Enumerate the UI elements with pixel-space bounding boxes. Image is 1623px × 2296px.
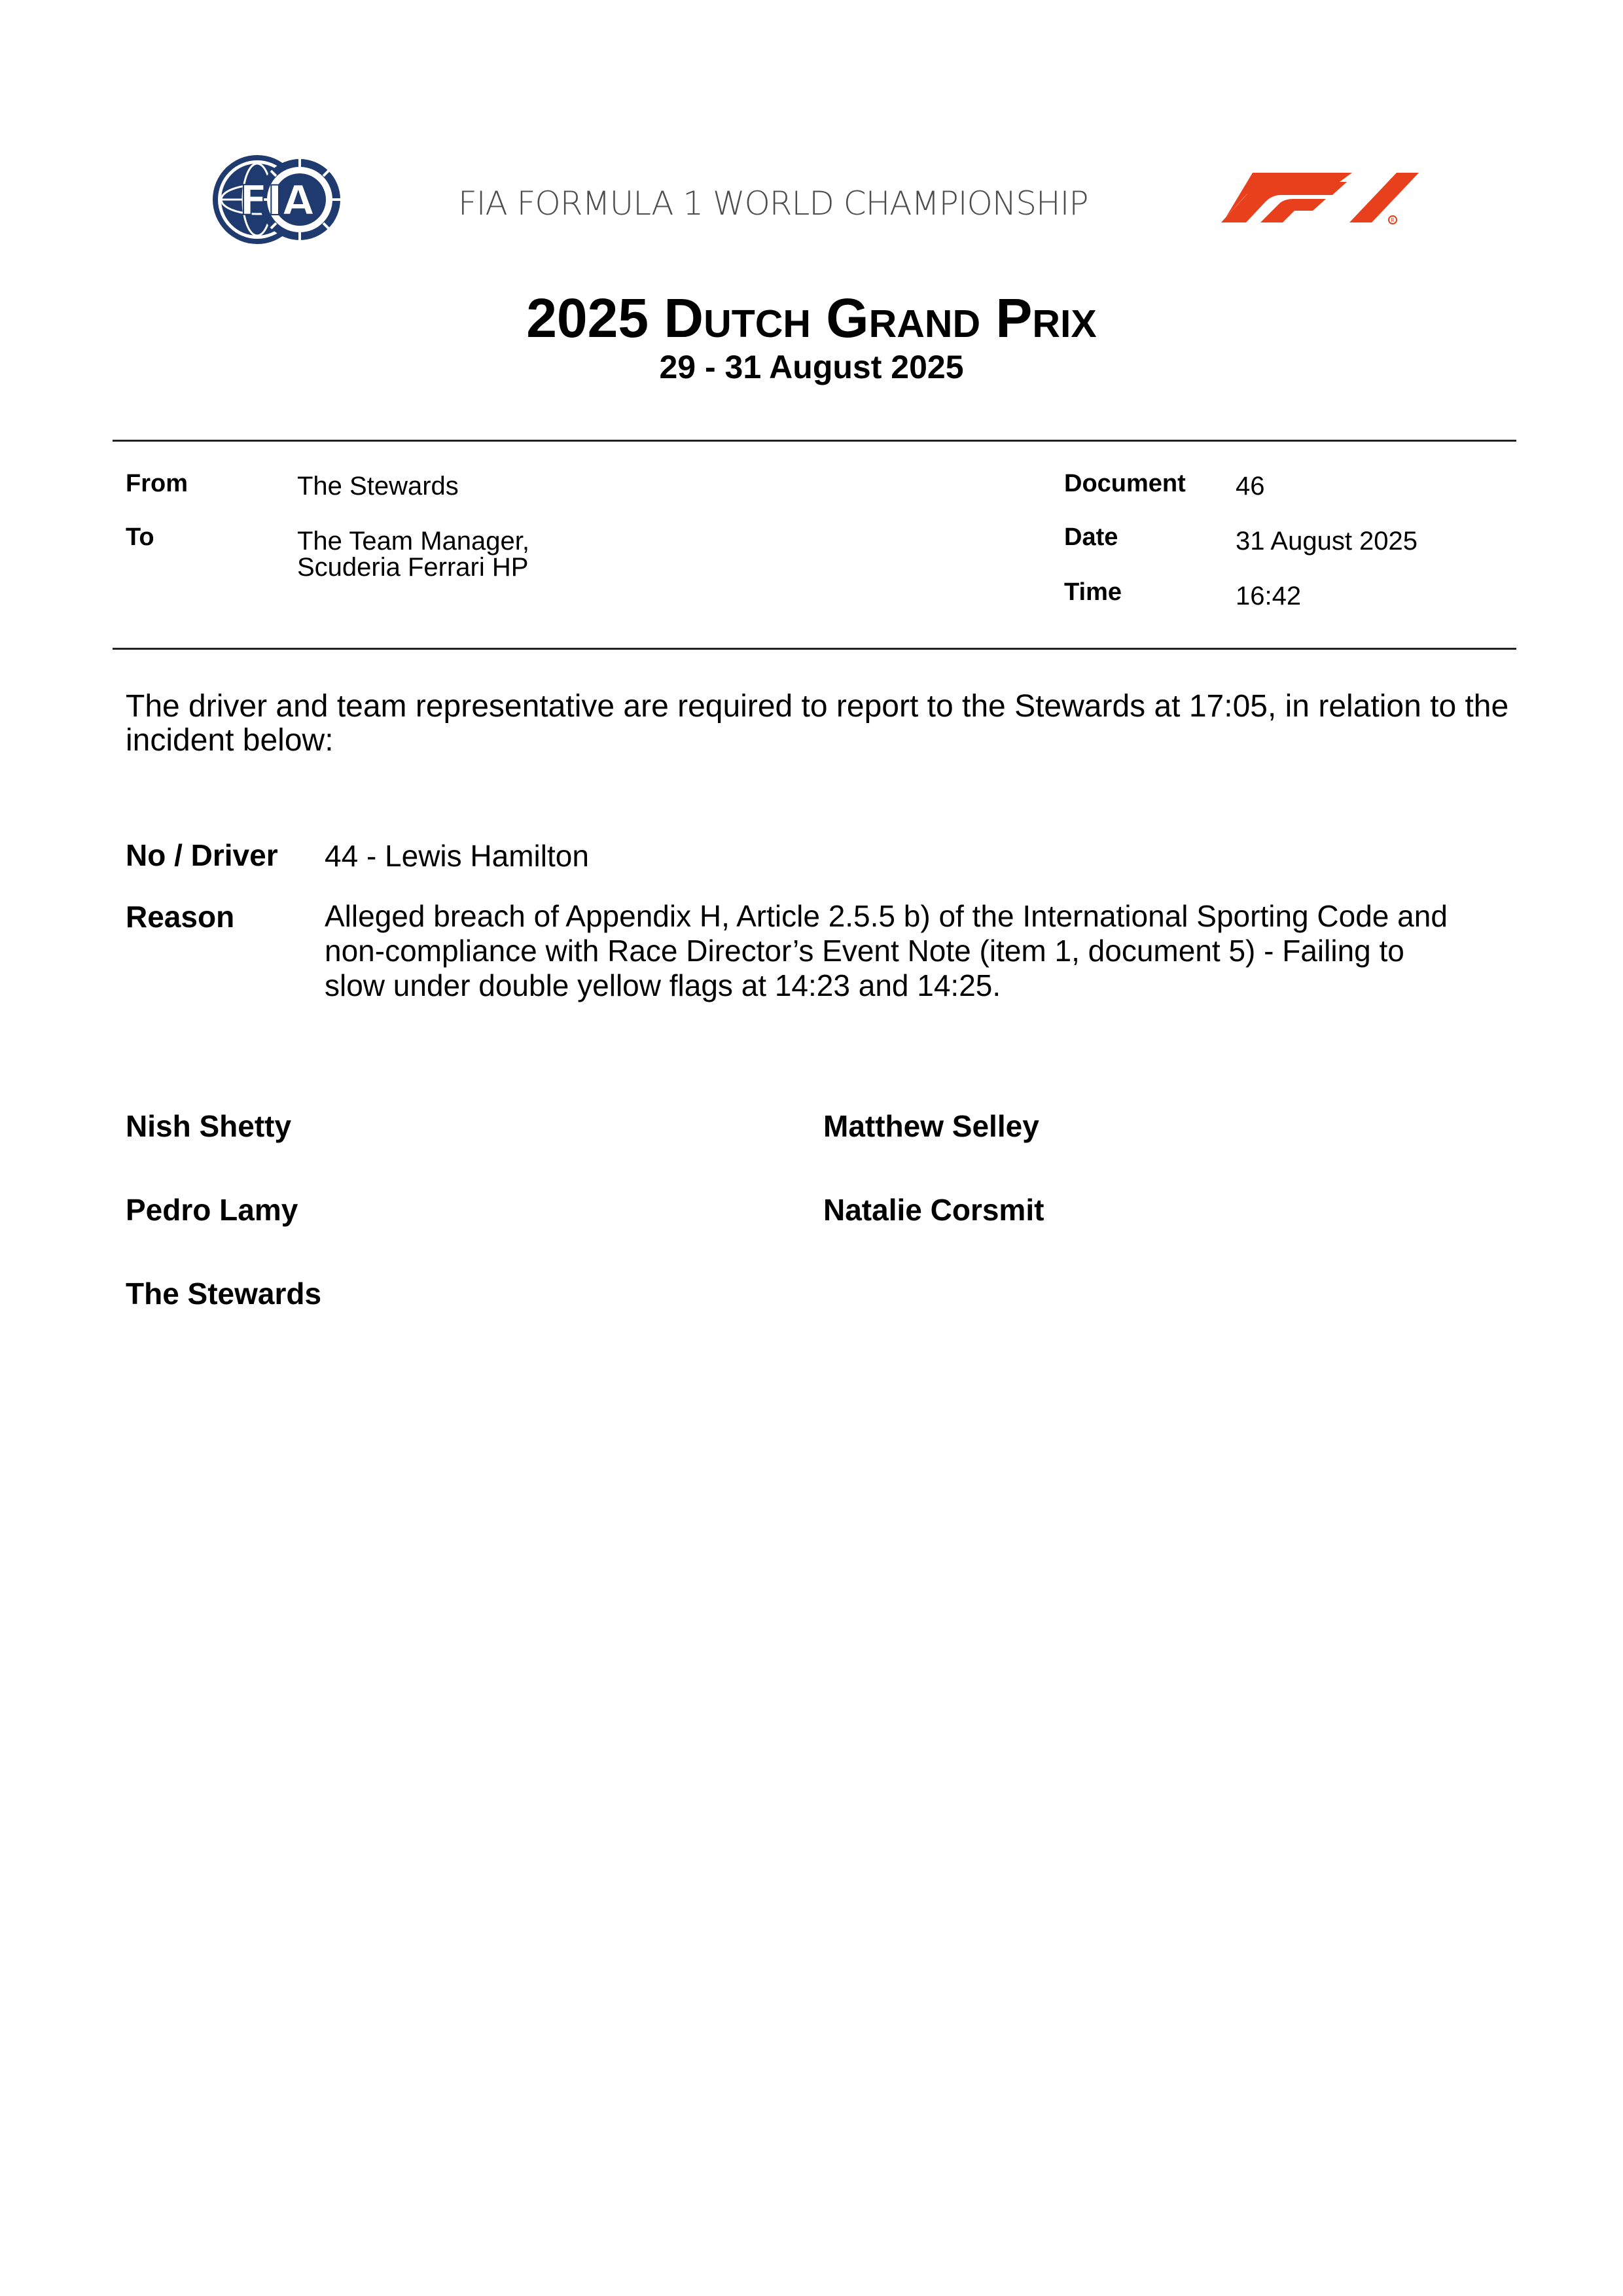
to-value-line2: Scuderia Ferrari HP [297,553,529,582]
driver-label: No / Driver [126,838,278,872]
f1-logo-icon [1221,173,1419,226]
intro-paragraph: The driver and team representative are required to report to the Stewards at 17:05, in relation to the incident below: [126,689,1509,758]
bottom-rule [113,648,1516,650]
steward-name: Pedro Lamy [126,1193,298,1227]
title-name: Dutch Grand Prix [664,287,1097,349]
reason-line-3: slow under double yellow flags at 14:23 and 14:25. [325,968,1001,1002]
date-value: 31 August 2025 [1236,527,1418,556]
to-label: To [126,523,154,551]
document-value: 46 [1236,472,1265,501]
reason-label: Reason [126,900,235,934]
steward-name: Natalie Corsmit [823,1193,1044,1227]
svg-text:FIA: FIA [240,177,314,224]
steward-name: Nish Shetty [126,1109,292,1143]
championship-title: FIA FORMULA 1 WORLD CHAMPIONSHIP [458,185,1088,222]
closing-signature: The Stewards [126,1277,322,1311]
svg-text:R: R [1391,217,1395,223]
driver-value: 44 - Lewis Hamilton [325,839,589,873]
document-label: Document [1064,470,1186,497]
fia-logo-icon [208,152,346,247]
event-dates: 29 - 31 August 2025 [659,349,964,385]
title-year: 2025 [526,287,649,349]
to-value-line1: The Team Manager, [297,527,530,556]
page-title [0,287,1623,350]
date-label: Date [1064,523,1118,551]
reason-line-2: non-compliance with Race Director’s Event Note (item 1, document 5) - Failing to [325,934,1404,968]
steward-name: Matthew Selley [823,1109,1039,1143]
from-label: From [126,470,188,497]
top-rule [113,440,1516,442]
from-value: The Stewards [297,472,459,501]
time-value: 16:42 [1236,582,1302,610]
reason-line-1: Alleged breach of Appendix H, Article 2.5.5 b) of the International Sporting Code and [325,899,1448,933]
time-label: Time [1064,578,1122,606]
